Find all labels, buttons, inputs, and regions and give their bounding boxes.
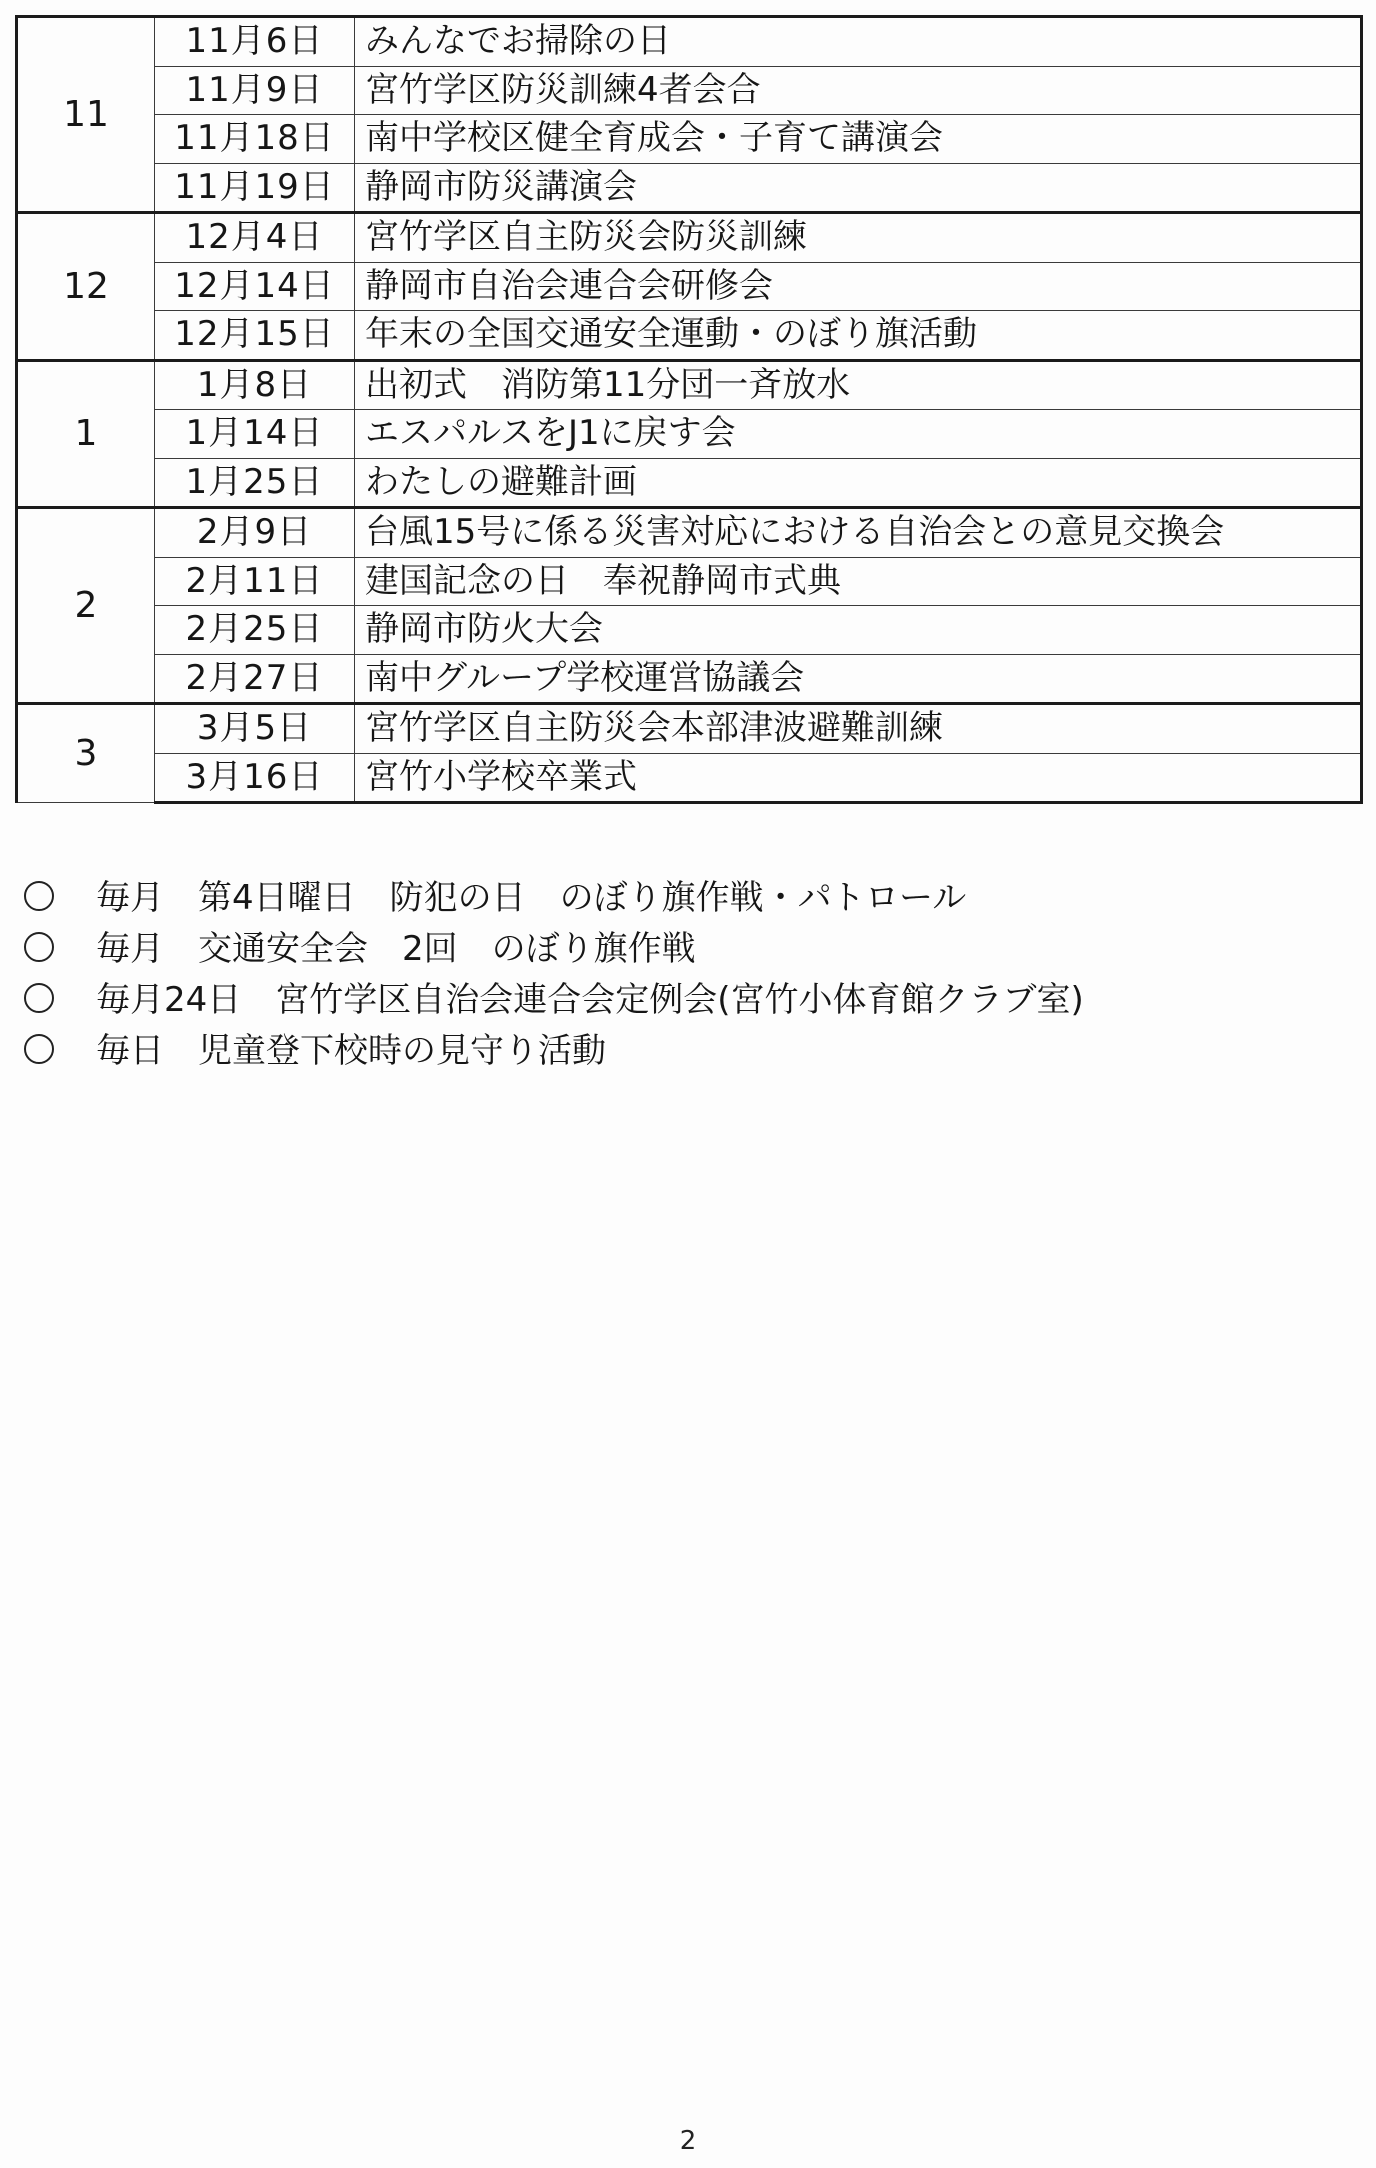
table-row [17, 17, 1362, 67]
date-cell: 1月8日 [155, 360, 355, 410]
note-text: 毎月 第4日曜日 防犯の日 のぼり旗作戦・パトロール [96, 878, 967, 918]
table-row [17, 163, 1362, 213]
table-row [17, 557, 1362, 606]
event-cell: 台風15号に係る災害対応における自治会との意見交換会 [355, 508, 1362, 558]
table-row [17, 606, 1362, 655]
event-cell: みんなでお掃除の日 [355, 17, 1362, 67]
event-cell: 静岡市自治会連合会研修会 [355, 262, 1362, 311]
table-row [17, 458, 1362, 508]
table-row [17, 360, 1362, 410]
table-row [17, 66, 1362, 115]
month-cell: 11 [17, 17, 155, 213]
table-row [17, 508, 1362, 558]
list-item [24, 974, 1344, 1025]
date-cell: 2月25日 [155, 606, 355, 655]
date-cell: 2月27日 [155, 654, 355, 704]
recurring-activities-list [24, 872, 1344, 1076]
date-cell: 11月6日 [155, 17, 355, 67]
event-cell: 宮竹学区自主防災会防災訓練 [355, 213, 1362, 263]
table-row [17, 410, 1362, 459]
event-cell: 静岡市防災講演会 [355, 163, 1362, 213]
event-cell: エスパルスをJ1に戻す会 [355, 410, 1362, 459]
event-cell: 建国記念の日 奉祝静岡市式典 [355, 557, 1362, 606]
event-cell: 静岡市防火大会 [355, 606, 1362, 655]
event-cell: 宮竹学区自主防災会本部津波避難訓練 [355, 704, 1362, 754]
list-item [24, 1025, 1344, 1076]
date-cell: 1月25日 [155, 458, 355, 508]
event-cell: 南中グループ学校運営協議会 [355, 654, 1362, 704]
list-item [24, 872, 1344, 923]
table-row [17, 704, 1362, 754]
circle-bullet-icon [24, 881, 54, 911]
list-item [24, 923, 1344, 974]
date-cell: 3月16日 [155, 753, 355, 803]
event-cell: 出初式 消防第11分団一斉放水 [355, 360, 1362, 410]
table-row [17, 213, 1362, 263]
date-cell: 12月4日 [155, 213, 355, 263]
date-cell: 2月9日 [155, 508, 355, 558]
event-cell: 宮竹学区防災訓練4者会合 [355, 66, 1362, 115]
circle-bullet-icon [24, 983, 54, 1013]
event-cell: 宮竹小学校卒業式 [355, 753, 1362, 803]
date-cell: 12月14日 [155, 262, 355, 311]
table-row [17, 753, 1362, 803]
date-cell: 3月5日 [155, 704, 355, 754]
note-text: 毎月 交通安全会 2回 のぼり旗作戦 [96, 929, 696, 969]
event-cell: 南中学校区健全育成会・子育て講演会 [355, 115, 1362, 164]
date-cell: 2月11日 [155, 557, 355, 606]
month-cell: 2 [17, 508, 155, 704]
page-number: 2 [679, 2126, 697, 2156]
month-cell: 1 [17, 360, 155, 508]
date-cell: 11月18日 [155, 115, 355, 164]
month-cell: 3 [17, 704, 155, 803]
circle-bullet-icon [24, 1034, 54, 1064]
note-text: 毎月24日 宮竹学区自治会連合会定例会(宮竹小体育館クラブ室) [96, 980, 1084, 1020]
event-schedule-table [15, 15, 1363, 804]
date-cell: 1月14日 [155, 410, 355, 459]
table-row [17, 262, 1362, 311]
date-cell: 12月15日 [155, 311, 355, 361]
table-row [17, 311, 1362, 361]
month-cell: 12 [17, 213, 155, 361]
table-row [17, 654, 1362, 704]
event-cell: わたしの避難計画 [355, 458, 1362, 508]
circle-bullet-icon [24, 932, 54, 962]
date-cell: 11月9日 [155, 66, 355, 115]
note-text: 毎日 児童登下校時の見守り活動 [96, 1031, 606, 1071]
date-cell: 11月19日 [155, 163, 355, 213]
event-cell: 年末の全国交通安全運動・のぼり旗活動 [355, 311, 1362, 361]
table-row [17, 115, 1362, 164]
